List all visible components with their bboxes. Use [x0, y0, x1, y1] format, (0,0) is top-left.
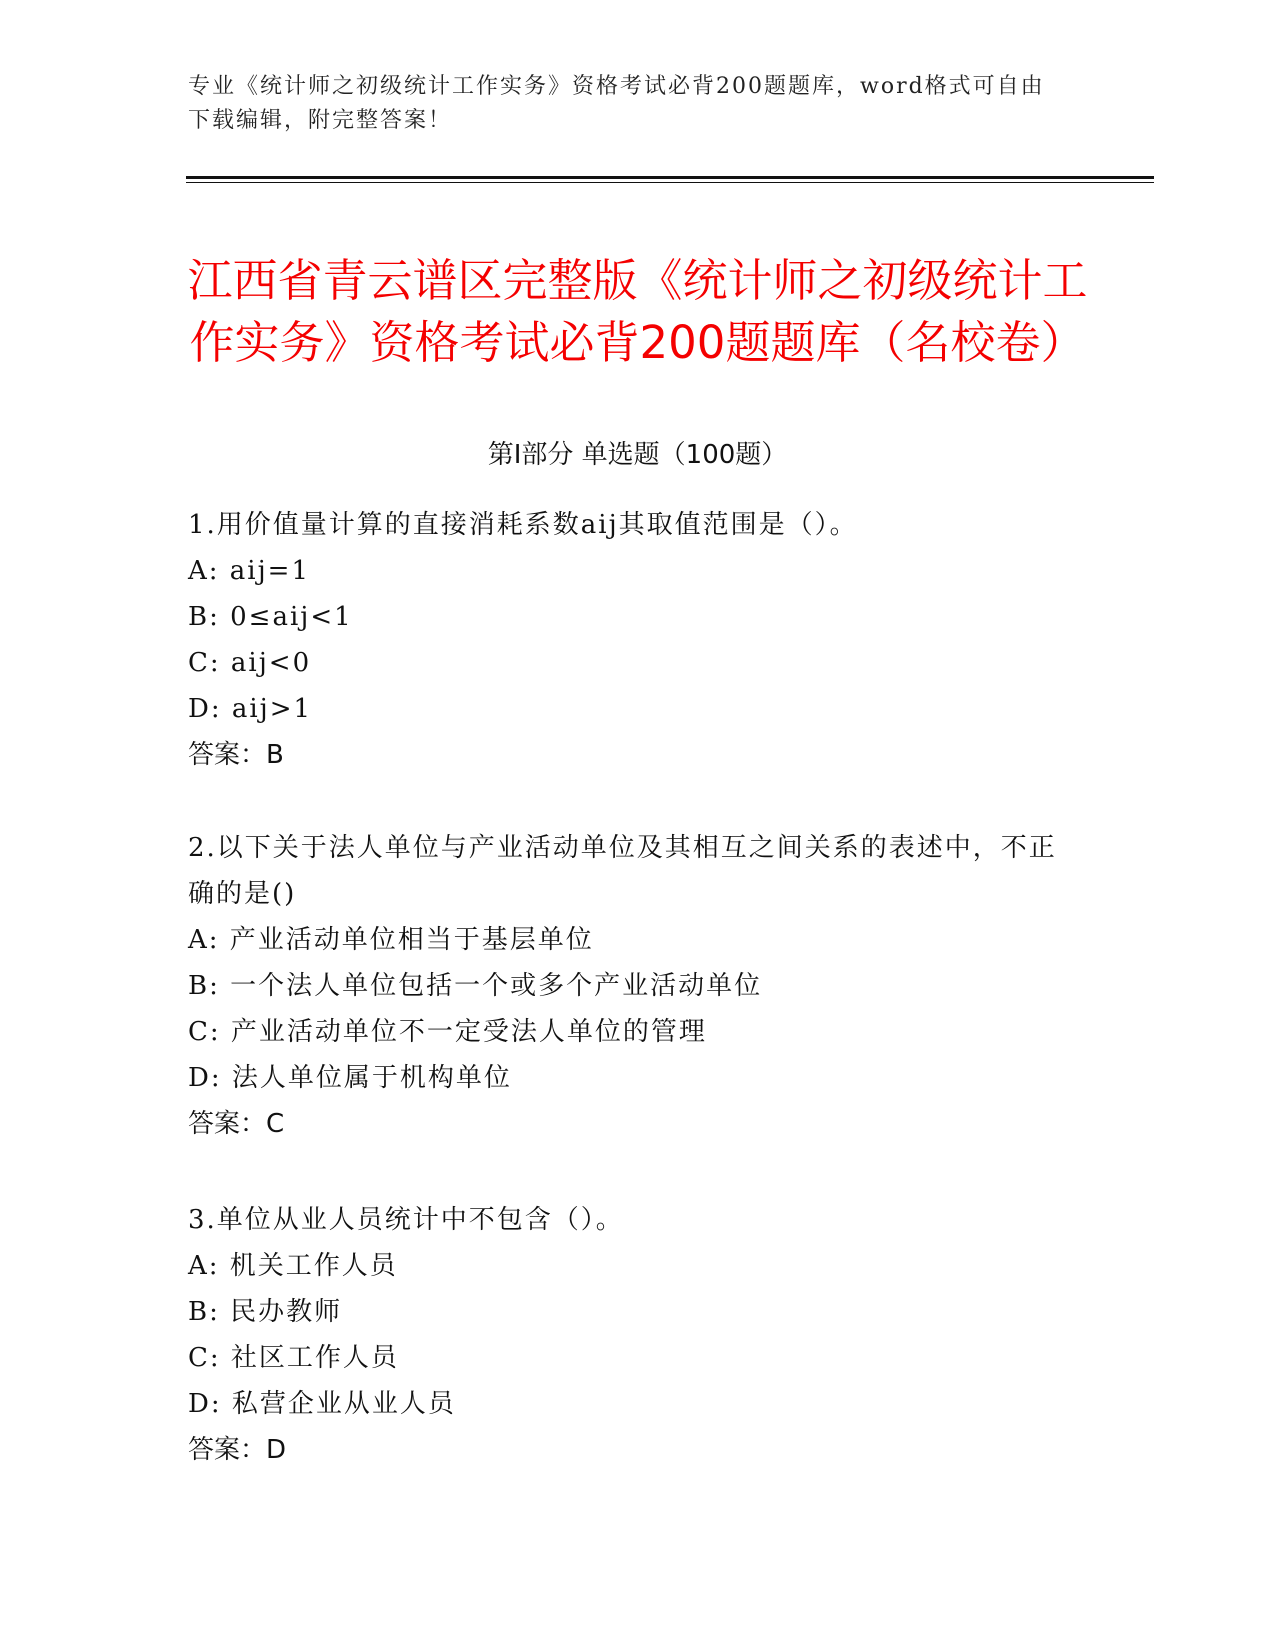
- answer: 答案：B: [188, 740, 284, 770]
- header-note: 专业《统计师之初级统计工作实务》资格考试必背200题题库，word格式可自由下载编辑，附完整答案！: [188, 74, 1045, 133]
- option-a: A: 产业活动单位相当于基层单位: [188, 925, 594, 955]
- question-stem: 2.以下关于法人单位与产业活动单位及其相互之间关系的表述中，不正确的是(): [188, 833, 1057, 909]
- section-title: 第I部分 单选题（100题）: [487, 440, 788, 470]
- question-stem: 1.用价值量计算的直接消耗系数aij其取值范围是（）。: [188, 510, 858, 540]
- header-divider-thick: [186, 176, 1154, 179]
- option-a: A: 机关工作人员: [188, 1251, 398, 1281]
- option-b: B: 一个法人单位包括一个或多个产业活动单位: [188, 971, 763, 1001]
- option-c: C: 社区工作人员: [188, 1343, 399, 1373]
- option-c: C: 产业活动单位不一定受法人单位的管理: [188, 1017, 707, 1047]
- option-d: D: 私营企业从业人员: [188, 1389, 456, 1419]
- document-title: 江西省青云谱区完整版《统计师之初级统计工作实务》资格考试必背200题题库（名校卷）: [187, 254, 1088, 370]
- question-2: [188, 825, 1068, 1147]
- answer: 答案：C: [188, 1109, 285, 1139]
- question-3: [188, 1197, 1068, 1473]
- option-a: A: aij=1: [188, 556, 311, 586]
- option-b: B: 0≤aij<1: [188, 602, 353, 632]
- option-c: C: aij<0: [188, 648, 312, 678]
- question-stem: 3.单位从业人员统计中不包含（）。: [188, 1205, 624, 1235]
- option-b: B: 民办教师: [188, 1297, 343, 1327]
- answer: 答案：D: [188, 1435, 287, 1465]
- option-d: D: aij>1: [188, 694, 313, 724]
- header-divider-thin: [186, 182, 1154, 183]
- question-1: [188, 502, 1068, 778]
- option-d: D: 法人单位属于机构单位: [188, 1063, 512, 1093]
